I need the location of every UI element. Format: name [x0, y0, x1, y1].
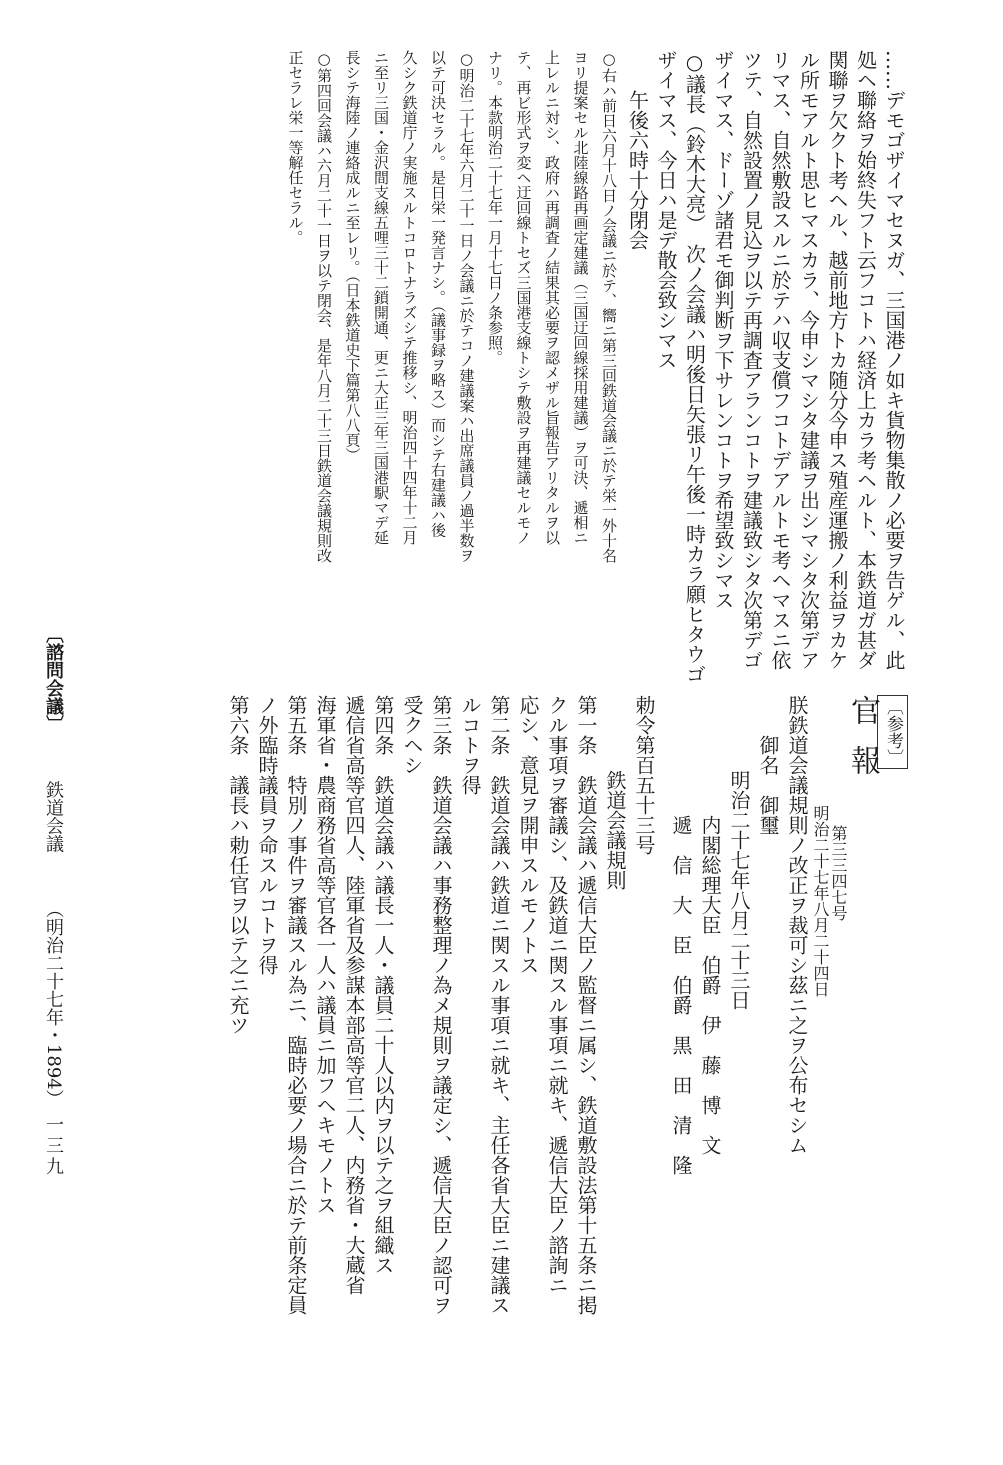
- signer-prime-minister: 内閣総理大臣 伯爵 伊 藤 博 文: [698, 815, 722, 1155]
- editorial-note-line: 久シク鉄道庁ノ実施スルトコロトナラズシテ推移シ、明治四十四年十二月: [400, 50, 419, 545]
- editorial-note-line: ○右ハ前日六月十八日ノ会議ニ於テ、嚮ニ第三回鉄道会議ニ於テ栄一外十名: [600, 50, 618, 563]
- article-line: 受クヘシ: [400, 695, 424, 775]
- editorial-note-line: ニ至リ三国・金沢間支線五哩三十二鎖開通、更ニ大正三年三国港駅マデ延: [372, 50, 390, 545]
- editorial-note-line: 長シテ海陸ノ連絡成ルニ至レリ。（日本鉄道史下篇第八八頁）: [343, 50, 362, 463]
- article-line: 海軍省・農商務省高等官各一人ハ議員ニ加フヘキモノトス: [313, 695, 337, 1215]
- article-line: 第四条 鉄道会議ハ議長一人・議員二十人以内ヲ以テ之ヲ組織ス: [371, 695, 395, 1275]
- page-number: 一三九: [43, 1115, 64, 1178]
- speech-line: ツテ、自然設置ノ見込ヲ以テ再調査アランコトヲ建議致シタ次第デゴ: [739, 50, 764, 670]
- kanpo-header: [845, 695, 880, 1335]
- signer-communications-minister: 遞 信 大 臣 伯爵 黒 田 清 隆: [669, 815, 693, 1175]
- chapter-title: 鉄道会議: [43, 780, 64, 853]
- article-line: 応シ、意見ヲ開申スルモノトス: [516, 695, 540, 975]
- adjournment-line: 午後六時十分閉会: [625, 90, 650, 250]
- editorial-note-line: ナリ。本款明治二十七年一月十七日ノ条参照。: [486, 50, 504, 365]
- running-header: [40, 625, 66, 1108]
- speech-line: ル所モアルト思ヒマスカラ、今申シマシタ建議ヲ出シマシタ次第デア: [796, 50, 821, 670]
- article-line: 第六条 議長ハ勅任官ヲ以テ之ニ充ツ: [226, 695, 250, 1035]
- article-line: クル事項ヲ審議シ、及鉄道ニ関スル事項ニ就キ、遞信大臣ノ諮詢ニ: [545, 695, 569, 1295]
- kanpo-issue-date: 明治二十七年八月二十四日: [811, 805, 830, 997]
- year-label: （明治二十七年・1894）: [43, 899, 64, 1108]
- editorial-note-line: ヨリ提案セル北陸線路再画定建議（三国迂回線採用建議）ヲ可決、遞相ニ: [571, 50, 590, 545]
- editorial-note-line: ○明治二十七年六月二十一日ノ会議ニ於テコノ建議案ハ出席議員ノ過半数ヲ: [457, 50, 476, 563]
- article-line: 第五条 特別ノ事件ヲ審議スル為ニ、臨時必要ノ場合ニ於テ前条定員: [284, 695, 308, 1315]
- article-line: 遞信省高等官四人、陸軍省及参謀本部高等官二人、内務省・大蔵省: [342, 695, 366, 1295]
- speech-line: ザイマス、ドーゾ諸君モ御判断ヲ下サレンコトヲ希望致シマス: [711, 50, 735, 610]
- speech-line: リマス、自然敷設スルニ於テハ収支償フコトデアルトモ考ヘマスニ依: [768, 50, 792, 670]
- article-line: 第一条 鉄道会議ハ遞信大臣ノ監督ニ属シ、鉄道敷設法第十五条ニ掲: [574, 695, 598, 1315]
- speech-line: 関聯ヲ欠クト考ヘル、越前地方トカ随分今申ス殖産運搬ノ利益ヲカケ: [825, 50, 849, 670]
- reference-label: 〔参考〕: [877, 695, 908, 769]
- kanpo-title: 官報: [845, 695, 880, 795]
- reference-label-line: [877, 695, 908, 1335]
- section-label: 〔諮問会議〕: [43, 625, 64, 733]
- promulgation-date: 明治二十七年八月二十三日: [727, 770, 751, 1010]
- article-line: ノ外臨時議員ヲ命スルコトヲ得: [255, 695, 279, 975]
- article-line: ルコトヲ得: [458, 695, 482, 795]
- article-line: 第三条 鉄道会議ハ事務整理ノ為メ規則ヲ議定シ、遞信大臣ノ認可ヲ: [429, 695, 453, 1315]
- article-line: 第二条 鉄道会議ハ鉄道ニ関スル事項ニ就キ、主任各省大臣ニ建議ス: [487, 695, 511, 1315]
- rules-title: 鉄道会議規則: [603, 770, 627, 890]
- editorial-note-line: テ、再ビ形式ヲ変ヘ迂回線トセズ三国港支線トシテ敷設ヲ再建議セルモノ: [514, 50, 533, 545]
- kanpo-issue-no: 第三三四七号: [829, 825, 848, 921]
- editorial-note-line: ○第四回会議ハ六月二十一日ヲ以テ閉会、是年八月二十三日鉄道会議規則改: [315, 50, 333, 563]
- preamble: 朕鉄道会議規則ノ改正ヲ裁可シ茲ニ之ヲ公布セシム: [785, 695, 809, 1155]
- ordinance-number: 勅令第百五十三号: [632, 695, 656, 855]
- chair-line: ○議長（鈴木大亮） 次ノ会議ハ明後日矢張リ午後一時カラ願ヒタウゴ: [682, 50, 707, 684]
- speech-line: 処ヘ聯絡ヲ始終失フト云フコトハ経済上カラ考ヘルト、本鉄道ガ甚ダ: [853, 50, 878, 670]
- imperial-seal: 御名 御璽: [756, 735, 780, 835]
- chair-line: ザイマス、今日ハ是デ散会致シマス: [654, 50, 678, 370]
- speech-line: ……デモゴザイマセヌガ、三国港ノ如キ貨物集散ノ必要ヲ告ゲル、此: [882, 50, 906, 670]
- lower-text-block: [223, 695, 908, 1335]
- editorial-note-line: 正セラレ栄一等解任セラル。: [286, 50, 305, 245]
- upper-text-block: [281, 50, 908, 684]
- editorial-note-line: 上レルニ対シ、政府ハ再調査ノ結果其必要ヲ認メザル旨報告アリタルヲ以: [543, 50, 561, 545]
- editorial-note-line: 以テ可決セラル。是日栄一発言ナシ。（議事録ヲ略ス）而シテ右建議ハ後: [429, 50, 447, 538]
